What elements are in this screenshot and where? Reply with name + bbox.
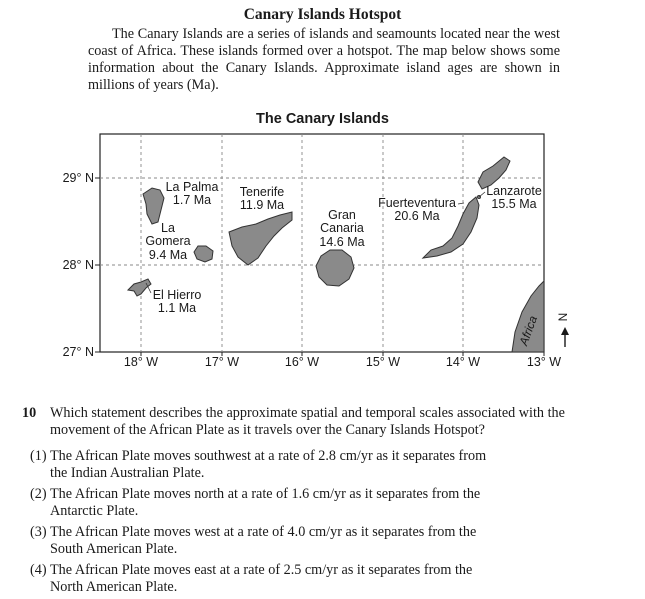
- tenerife-name: Tenerife: [239, 185, 285, 199]
- la-gomera-age: 9.4 Ma: [148, 248, 188, 262]
- gran-canaria-island: [316, 250, 354, 286]
- choice-number: (4): [30, 562, 47, 578]
- choice-text-line1: The African Plate moves southwest at a rate of 2.8 cm/yr as it separates from: [50, 448, 487, 464]
- page-title: Canary Islands Hotspot: [243, 6, 402, 23]
- lon-label-18: 18° W: [123, 355, 159, 369]
- choice-text-line1: The African Plate moves west at a rate of 4.0 cm/yr as it separates from the: [50, 524, 477, 540]
- lon-label-14: 14° W: [445, 355, 481, 369]
- lat-label-27: 27° N: [62, 345, 94, 359]
- lon-label-16: 16° W: [284, 355, 320, 369]
- choice-text-line2: South American Plate.: [50, 541, 178, 557]
- north-arrow-icon: [561, 327, 569, 335]
- lon-label-15: 15° W: [365, 355, 401, 369]
- choice-number: (3): [30, 524, 47, 540]
- choice-text-line2: North American Plate.: [50, 579, 178, 595]
- lanzarote-name: Lanzarote: [486, 184, 542, 198]
- north-arrow: [556, 313, 570, 347]
- lat-label-29: 29° N: [62, 171, 94, 185]
- lon-label-17: 17° W: [204, 355, 240, 369]
- gran-canaria-name-line1: Gran: [328, 208, 356, 222]
- fuerteventura-age: 20.6 Ma: [394, 209, 440, 223]
- la-palma-age: 1.7 Ma: [172, 193, 212, 207]
- tenerife-age: 11.9 Ma: [239, 198, 285, 212]
- lanzarote-age: 15.5 Ma: [491, 197, 537, 211]
- la-palma-name: La Palma: [165, 180, 219, 194]
- tenerife-island: [229, 212, 292, 265]
- la-palma-island: [143, 188, 164, 224]
- lon-label-13: 13° W: [526, 355, 562, 369]
- choice-text-line2: Antarctic Plate.: [50, 503, 139, 519]
- choice-text-line2: the Indian Australian Plate.: [50, 465, 205, 481]
- la-gomera-name-line1: La: [161, 221, 175, 235]
- el-hierro-name: El Hierro: [152, 288, 202, 302]
- north-label: N: [556, 312, 570, 322]
- choice-text-line1: The African Plate moves east at a rate of 2.5 cm/yr as it separates from the: [50, 562, 473, 578]
- question-text: Which statement describes the approximate spatial and temporal scales associated with the movement of the African Plate as it travels over the Canary Islands Hotspot?: [50, 405, 565, 438]
- el-hierro-island: [128, 279, 151, 296]
- choice-number: (2): [30, 486, 47, 502]
- map-title: The Canary Islands: [256, 111, 389, 127]
- la-gomera-island: [194, 246, 213, 262]
- el-hierro-age: 1.1 Ma: [157, 301, 197, 315]
- la-gomera-name-line2: Gomera: [145, 234, 191, 248]
- fuerteventura-name: Fuerteventura: [378, 196, 456, 210]
- choice-number: (1): [30, 448, 47, 464]
- gran-canaria-age: 14.6 Ma: [319, 235, 365, 249]
- question-number: 10: [22, 405, 37, 421]
- intro-paragraph: The Canary Islands are a series of islands and seamounts located near the west coast of Africa. These islands formed over a hotspot. The map below shows some information about the Canary Islands. Approximate island ages are shown in millions of years (Ma).: [88, 26, 560, 93]
- choice-text-line1: The African Plate moves north at a rate of 1.6 cm/yr as it separates from the: [50, 486, 481, 502]
- gran-canaria-name-line2: Canaria: [320, 221, 364, 235]
- africa-label: Africa: [516, 313, 541, 348]
- lat-label-28: 28° N: [62, 258, 94, 272]
